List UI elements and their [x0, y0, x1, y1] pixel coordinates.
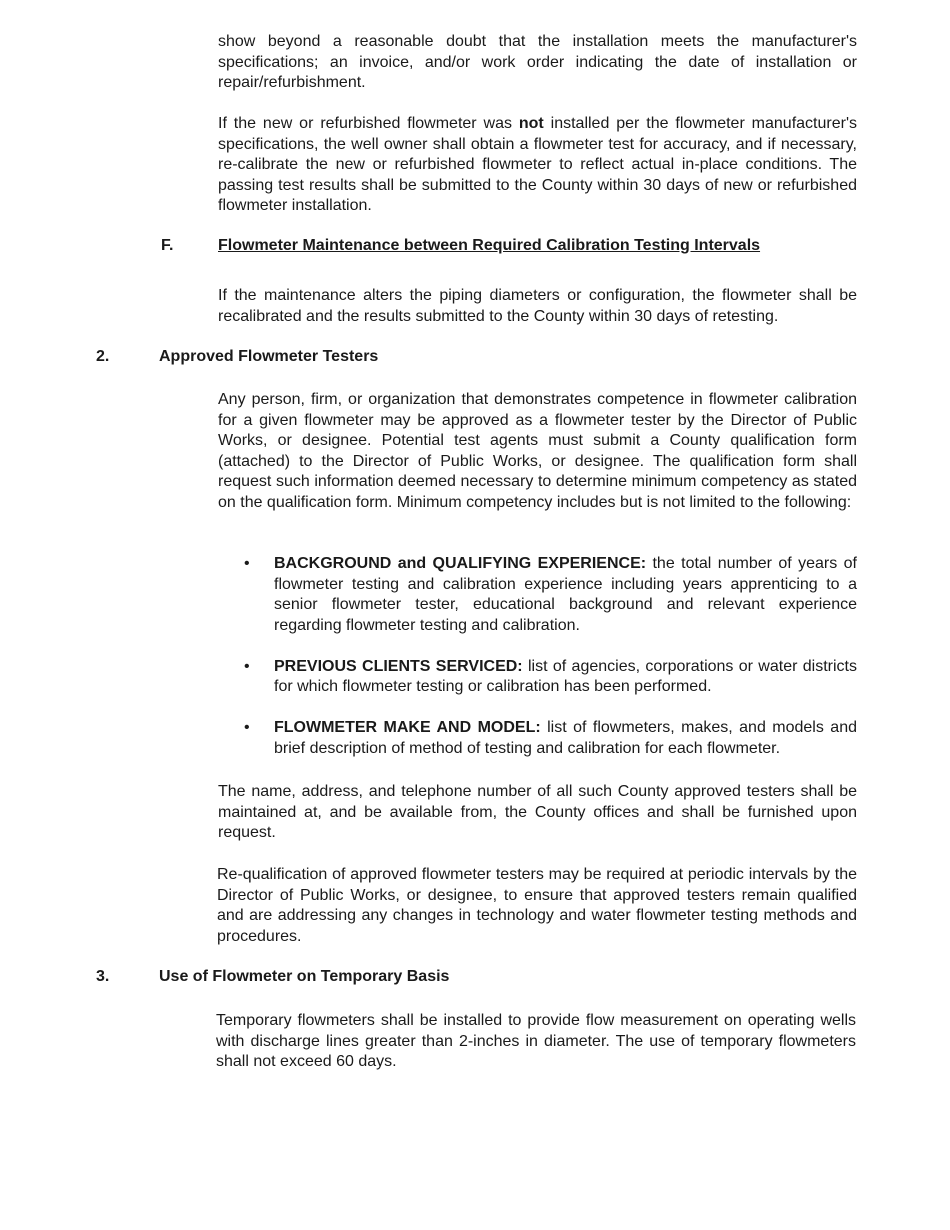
section-2-number: 2. — [96, 348, 110, 365]
bullet-text: the total number of years of flowmeter testing and calibration experience including years apprenticing to a senior flowmeter tester, educational background and relevant experience regarding flowmeter testing and calibration. — [274, 555, 858, 634]
section-2-heading — [0, 347, 950, 369]
bullet-marker: • — [244, 719, 250, 736]
bullet-text: list of flowmeters, makes, and models and brief description of method of testing and calibration for each flowmeter. — [274, 719, 857, 757]
section-3-number: 3. — [96, 968, 110, 985]
list-item — [218, 718, 857, 759]
bullet-label: FLOWMETER MAKE AND MODEL: — [274, 719, 541, 736]
section-2-intro: Any person, firm, or organization that demonstrates competence in flowmeter calibration for a given flowmeter may be approved as a flowmeter tester by the Director of Public Works, or designee. Potential test agents must submit a County qualification form (attached) to the Director of Public Works, or designee. The qualification form shall request such information deemed necessary to determine minimum competency as stated on the qualification form. Minimum competency includes but is not limited to the following: — [218, 391, 857, 511]
section-f-title: Flowmeter Maintenance between Required Calibration Testing Intervals — [218, 237, 761, 254]
bullet-text: list of agencies, corporations or water districts for which flowmeter testing or calibration has been performed. — [274, 657, 857, 695]
section-3-body: Temporary flowmeters shall be installed to provide flow measurement on operating wells with discharge lines greater than 2-inches in diameter. The use of temporary flowmeters shall not exceed 60 days. — [216, 1012, 856, 1070]
para-text-before: If the new or refurbished flowmeter was — [218, 115, 519, 132]
paragraph-approved-testers-list: The name, address, and telephone number of all such County approved testers shall be maintained at, and be available from, the County offices and shall be furnished upon request. — [218, 783, 857, 841]
paragraph-requalification: Re-qualification of approved flowmeter testers may be required at periodic intervals by the Director of Public Works, or designee, to ensure that approved testers remain qualified and are addressing any changes in technology and water flowmeter testing methods and procedures. — [217, 866, 857, 945]
section-2-title: Approved Flowmeter Testers — [159, 348, 379, 365]
section-f-number: F. — [161, 237, 174, 254]
para-text-bold: not — [518, 115, 544, 132]
paragraph-installation-proof: show beyond a reasonable doubt that the installation meets the manufacturer's specifications; an invoice, and/or work order indicating the date of installation or repair/refurbishment. — [218, 33, 857, 91]
bullet-label: BACKGROUND and QUALIFYING EXPERIENCE: — [274, 555, 647, 572]
section-f-heading — [0, 236, 950, 258]
para-text-after: installed per the flowmeter manufacturer's specifications, the well owner shall obtain a flowmeter test for accuracy, and if necessary, re-calibrate the new or refurbished flowmeter to reflect actual in-place conditions. The passing test results shall be submitted to the County within 30 days of new or refurbished flowmeter installation. — [218, 115, 857, 214]
section-3-title: Use of Flowmeter on Temporary Basis — [159, 968, 450, 985]
section-f-body: If the maintenance alters the piping diameters or configuration, the flowmeter shall be recalibrated and the results submitted to the County within 30 days of retesting. — [218, 287, 857, 325]
list-item — [218, 657, 857, 698]
bullet-marker: • — [244, 555, 250, 572]
competency-bullet-list — [218, 554, 857, 780]
list-item — [218, 554, 857, 636]
section-3-heading — [0, 967, 950, 989]
bullet-label: PREVIOUS CLIENTS SERVICED: — [274, 657, 523, 675]
paragraph-not-installed-per-spec — [218, 114, 857, 217]
bullet-marker: • — [244, 657, 250, 675]
